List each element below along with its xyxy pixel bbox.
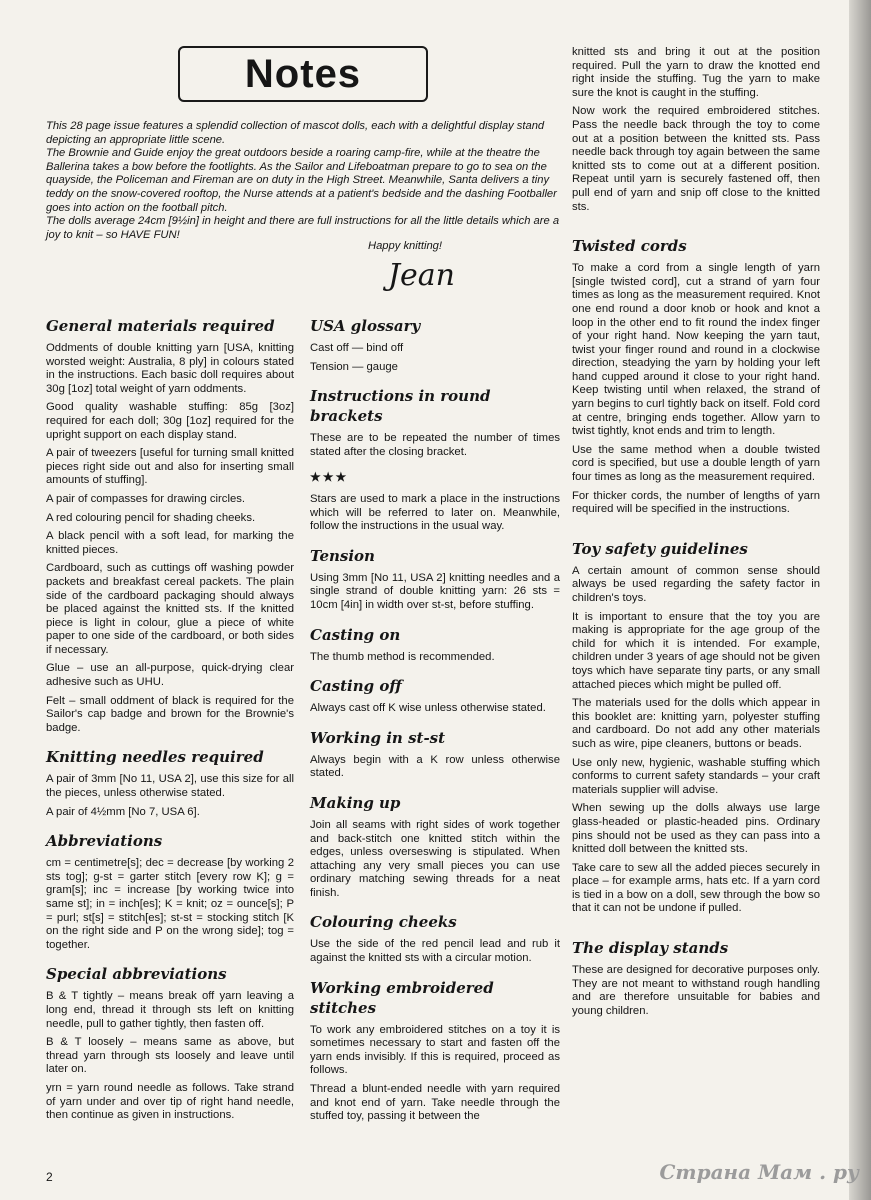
- paragraph: Take care to sew all the added pieces securely in place – for example arms, hats etc. If a yarn cord is tied in a bow on a doll, sew through the bow so that it can not be undone if pulled.: [572, 861, 820, 915]
- paragraph: Felt – small oddment of black is required for the Sailor's cap badge and brown for the Brownie's badge.: [46, 694, 294, 734]
- paragraph: To make a cord from a single length of yarn [single twisted cord], cut a strand of yarn four times as long as the measurement required. Knot one end round a door knob or hook and knot a loop in the other end to fit round the index finger of your right hand. Now keeping the yarn taut, twist your finger round and round in a clockwise direction, steadying the yarn by holding your left hand cupped around it close to your right hand. Keep twisting until when relaxed, the strand of yarn begins to curl tightly back on itself. Fold cord at centre, bringing ends together. Allow yarn to twist tightly, knot ends and trim to length.: [572, 262, 820, 438]
- paragraph: A pair of tweezers [useful for turning small knitted pieces right side out and also for inserting small amounts of stuffing].: [46, 447, 294, 487]
- section-heading: Making up: [310, 793, 401, 812]
- section: [310, 793, 560, 901]
- paragraph: Use the side of the red pencil lead and rub it against the knitted sts with a circular motion.: [310, 938, 560, 965]
- paragraph: Cast off — bind off: [310, 342, 404, 354]
- section-heading: General materials required: [46, 317, 275, 335]
- section-heading: Casting on: [310, 625, 401, 644]
- intro-text: [46, 120, 562, 242]
- section: [310, 912, 560, 965]
- paragraph: These are designed for decorative purposes only. They are not meant to withstand rough handling and are therefore unsuitable for babies and young children.: [572, 964, 820, 1017]
- page-edge: [849, 0, 871, 1200]
- section: [46, 831, 294, 952]
- section-heading: Working in st-st: [310, 728, 446, 747]
- page-title: Notes: [244, 52, 362, 96]
- section: [46, 747, 294, 819]
- stars-marker: ★★★: [310, 470, 349, 485]
- paragraph: Always cast off K wise unless otherwise stated.: [310, 702, 546, 715]
- paragraph: yrn = yarn round needle as follows. Take strand of yarn under and over tip of right hand needle, then continue as given in instructions.: [46, 1081, 294, 1122]
- section-heading: Toy safety guidelines: [572, 539, 748, 558]
- section-heading: The display stands: [572, 939, 729, 958]
- intro-paragraph: The Brownie and Guide enjoy the great outdoors beside a roaring camp-fire, while at the theatre the Ballerina takes a bow before the footlights. As the Sailor and Lifeboatman prepare to go to sea on the quayside, the Policeman and Fireman are on duty in the High Street. Meanwhile, Santa delivers a tiny teddy on the snow-covered rooftop, the Nurse attends at a patient's bedside and the dashing Footballer goes into action on the football pitch.: [46, 147, 557, 214]
- section: [310, 386, 560, 459]
- section: [310, 728, 560, 781]
- paragraph: A red colouring pencil for shading cheeks.: [46, 511, 256, 524]
- column-middle: [310, 316, 560, 1136]
- intro-paragraph: The dolls average 24cm [9½in] in height and there are full instructions for all the little details which are a joy to knit – so HAVE FUN!: [46, 215, 560, 241]
- section: [310, 316, 560, 374]
- section: [310, 978, 560, 1124]
- paragraph: Join all seams with right sides of work together and back-stitch one knitted stitch within the edges, unless overseswing is stipulated. When attaching any very small pieces you can use ordinary matching sewing threads for a neat finish.: [310, 818, 560, 899]
- paragraph: To work any embroidered stitches on a toy it is sometimes necessary to start and fasten off the yarn ends invisibly. If this is required, proceed as follows.: [310, 1023, 560, 1077]
- paragraph: Tension — gauge: [310, 360, 398, 373]
- paragraph: B & T tightly – means break off yarn leaving a long end, thread it through sts left on knitting needle, pull to gather tightly, then fasten off.: [46, 990, 294, 1030]
- title-box: [178, 46, 428, 102]
- paragraph: A black pencil with a soft lead, for marking the knitted pieces.: [46, 530, 294, 556]
- section: [572, 539, 820, 916]
- paragraph: A certain amount of common sense should always be used regarding the safety factor in children's toys.: [572, 564, 820, 604]
- paragraph: Glue – use an all-purpose, quick-drying clear adhesive such as UHU.: [46, 662, 294, 689]
- paragraph: Use the same method when a double twisted cord is specified, but use a double length of yarn four times as long as the measurement required.: [572, 443, 820, 484]
- section: [46, 316, 294, 735]
- section-heading: Special abbreviations: [46, 965, 227, 984]
- watermark: Страна Мам . ру: [659, 1160, 859, 1184]
- paragraph: Thread a blunt-ended needle with yarn required and knot end of yarn. Take needle through the stuffed toy, passing it between the: [310, 1083, 560, 1123]
- paragraph: The materials used for the dolls which appear in this booklet are: knitting yarn, polyester stuffing and cardboard. Do not add any other materials such as wire, pipe cleaners, buttons or beads.: [572, 697, 820, 750]
- section: [572, 236, 820, 517]
- column-right: [572, 46, 820, 1030]
- section: [572, 938, 820, 1018]
- paragraph: Stars are used to mark a place in the instructions which will be referred to later on. Meanwhile, follow the instructions in the usual way.: [310, 492, 560, 533]
- paragraph: When sewing up the dolls always use large glass-headed or plastic-headed pins. Ordinary pins should not be used as they can pass into a knitted doll between the knitted sts.: [572, 802, 820, 856]
- section: [46, 964, 294, 1122]
- section-heading: Casting off: [310, 677, 402, 696]
- paragraph: cm = centimetre[s]; dec = decrease [by working 2 sts tog]; g-st = garter stitch [every row K]; g = gram[s]; inc = increase [by working twice into same st]; in = inch[es]; K = knit; oz = ounce[s]; P = purl; st[s] = stitch[es]; st-st = stocking stitch [K on the right side and P on the wrong side]; tog = together.: [46, 857, 294, 951]
- section-heading: Working embroidered stitches: [310, 978, 494, 1017]
- paragraph: Cardboard, such as cuttings off washing powder packets and breakfast cereal packets. The plain side of the cardboard packaging should always be placed against the knitted sts. If the knitted piece is light in colour, glue a piece of white paper to one side of the cardboard, or both sides if necessary.: [46, 562, 294, 656]
- section: [310, 471, 560, 533]
- page-number: 2: [46, 1170, 53, 1184]
- intro-paragraph: This 28 page issue features a splendid collection of mascot dolls, each with a delightful display stand depicting an appropriate little scene.: [46, 120, 545, 146]
- paragraph: Now work the required embroidered stitches. Pass the needle back through the toy to come out at a position between the knitted sts. Pass needle back through toy again between the same knitted sts to come out at a different position. Repeat until yarn is securely fastened off, then pull end of yarn and snip off close to the knitted sts.: [572, 105, 820, 213]
- signature: Jean: [388, 258, 455, 293]
- section-heading: Tension: [310, 546, 375, 565]
- section-heading: Colouring cheeks: [310, 913, 457, 932]
- section: [310, 546, 560, 613]
- section-heading: Knitting needles required: [46, 748, 264, 767]
- paragraph: Using 3mm [No 11, USA 2] knitting needles and a single strand of double knitting yarn: 26 sts = 10cm [4in] in width over st-st, before stuffing.: [310, 571, 560, 611]
- paragraph: Always begin with a K row unless otherwise stated.: [310, 753, 560, 780]
- paragraph: A pair of compasses for drawing circles.: [46, 492, 246, 505]
- section: [310, 625, 560, 665]
- section-heading: Instructions in round brackets: [310, 387, 491, 426]
- section-heading: USA glossary: [310, 317, 421, 335]
- section-heading: Twisted cords: [572, 237, 687, 256]
- paragraph: A pair of 3mm [No 11, USA 2], use this size for all the pieces, unless otherwise stated.: [46, 773, 294, 800]
- paragraph: It is important to ensure that the toy you are making is appropriate for the age group of the child for which it is intended. For example, children under 3 years of age should not be given toys which have separate tiny parts, or any small attached pieces which might be pulled off.: [572, 610, 820, 691]
- paragraph: Use only new, hygienic, washable stuffing which conforms to current safety standards – your craft materials supplier will advise.: [572, 756, 820, 796]
- paragraph: The thumb method is recommended.: [310, 650, 495, 663]
- paragraph: Oddments of double knitting yarn [USA, knitting worsted weight: Australia, 8 ply] in colours stated in the instructions. Each basic doll requires about 30g [1oz] total weight of yarn oddments.: [46, 342, 294, 395]
- column-left: [46, 316, 294, 1135]
- section: [572, 46, 820, 214]
- paragraph: A pair of 4½mm [No 7, USA 6].: [46, 805, 200, 818]
- paragraph: B & T loosely – means same as above, but thread yarn through sts loosely and leave until later on.: [46, 1036, 294, 1076]
- paragraph: Good quality washable stuffing: 85g [3oz] required for each doll; 30g [1oz] required for the upright support on each display stand.: [46, 401, 294, 441]
- signoff: Happy knitting!: [368, 240, 443, 252]
- paragraph: knitted sts and bring it out at the position required. Pull the yarn to draw the knotted end right inside the stuffing. Tug the yarn to make sure the knot is caught in the stuffing.: [572, 46, 820, 99]
- paragraph: These are to be repeated the number of times stated after the closing bracket.: [310, 432, 560, 458]
- section: [310, 676, 560, 716]
- section-heading: Abbreviations: [46, 832, 163, 851]
- paragraph: For thicker cords, the number of lengths of yarn required will be specified in the instructions.: [572, 489, 820, 516]
